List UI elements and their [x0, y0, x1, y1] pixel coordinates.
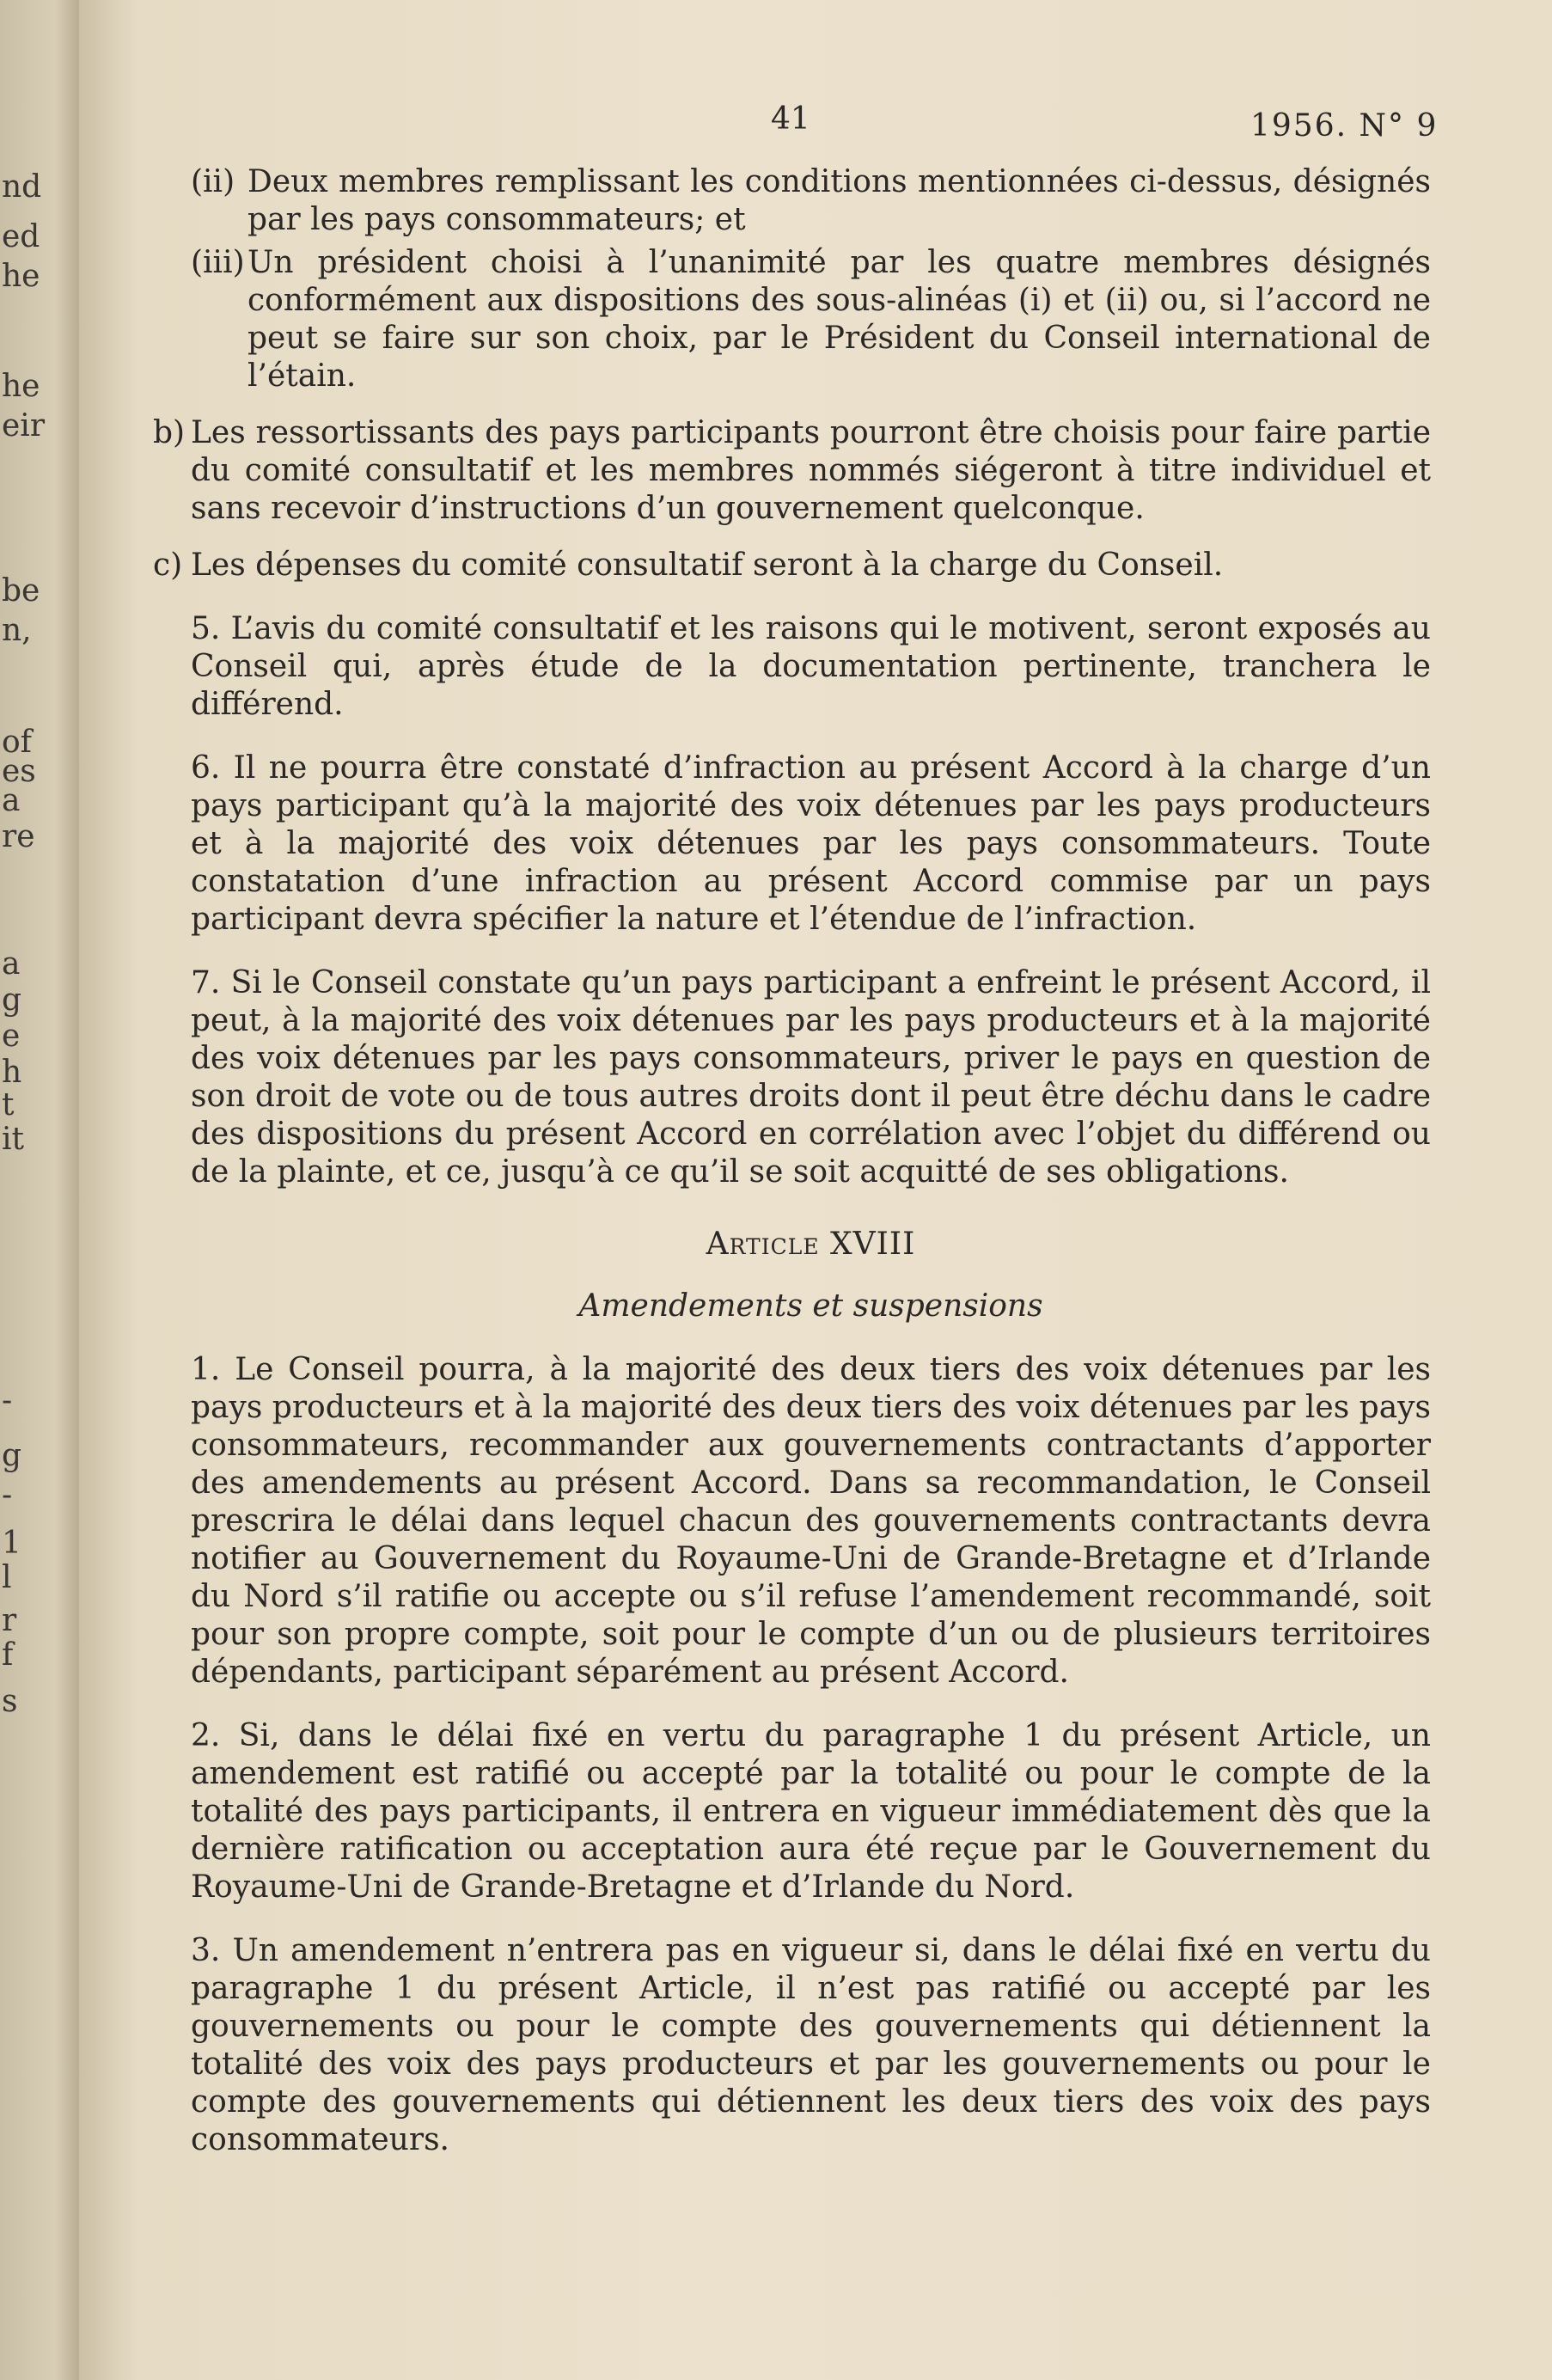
issue-label: 1956. N° 9 [1250, 108, 1439, 144]
sub-paragraph-b [153, 414, 1431, 528]
gutter-fragment: l [2, 1560, 12, 1595]
gutter-fragment: - [2, 1478, 13, 1513]
item-label: (ii) [191, 164, 235, 199]
article-heading: Article XVIII [706, 1227, 916, 1262]
gutter-fragment: re [2, 819, 35, 854]
gutter-fragment: he [2, 259, 40, 294]
gutter-fragment: a [2, 946, 21, 982]
gutter-fragment: h [2, 1055, 22, 1090]
gutter-fragment: g [2, 982, 22, 1018]
paragraph-6: 6. Il ne pourra être constaté d’infraction au présent Accord à la charge d’un pays participant qu’à la majorité des voix détenues par les pays producteurs et à la majorité des voix détenues par les pays consommateurs. Toute constatation d’une infraction au présent Accord commise par un pays participant devra spécifier la nature et l’étendue de l’infraction. [191, 750, 1431, 937]
gutter-fragment: f [2, 1637, 14, 1673]
amendment-paragraph-2: 2. Si, dans le délai fixé en vertu du paragraphe 1 du présent Article, un amendement est ratifié ou accepté par la totalité ou pour le compte de la totalité des pays participants, il entrera en vigueur immédiatement dès que la dernière ratification ou acceptation aura été reçue par le Gouvernement du Royaume-Uni de Grande-Bretagne et d’Irlande du Nord. [191, 1718, 1431, 1905]
gutter-fragment: eir [2, 408, 46, 444]
amendment-paragraph-3: 3. Un amendement n’entrera pas en vigueur si, dans le délai fixé en vertu du paragraphe 1 du présent Article, il n’est pas ratifié ou accepté par les gouvernements ou pour le compte des gouvernements qui détiennent la totalité des voix des pays producteurs et par les gouvernements ou pour le compte des gouvernements qui détiennent les deux tiers des voix des pays consommateurs. [191, 1933, 1431, 2157]
paragraph-7: 7. Si le Conseil constate qu’un pays participant a enfreint le présent Accord, il peut, à la majorité des voix détenues par les pays producteurs et à la majorité des voix détenues par les pays consommateurs, priver le pays en question de son droit de vote ou de tous autres droits dont il peut être déchu dans le cadre des dispositions du présent Accord en corrélation avec l’objet du différend ou de la plainte, et ce, jusqu’à ce qu’il se soit acquitté de ses obligations. [191, 965, 1431, 1190]
gutter-fragment: 1 [2, 1526, 21, 1561]
item-text: Un président choisi à l’unanimité par les quatre membres désignés conformément aux dispositions des sous-alinéas (i) et (ii) ou, si l’accord ne peut se faire sur son choix, par le Président du Conseil international de l’étain. [247, 245, 1431, 394]
gutter-fragment: he [2, 369, 40, 404]
item-label: (iii) [191, 245, 245, 280]
gutter-fragment: - [2, 1383, 13, 1418]
sub-paragraph-c [153, 547, 1431, 584]
gutter-fragment: it [2, 1122, 24, 1157]
gutter-fragment: e [2, 1019, 21, 1054]
gutter-fragment: be [2, 573, 40, 609]
amendment-paragraph-1: 1. Le Conseil pourra, à la majorité des deux tiers des voix détenues par les pays producteurs et à la majorité des deux tiers des voix détenues par les pays consommateurs, recommander aux gouvernements contractants d’apporter des amendements au présent Accord. Dans sa recommandation, le Conseil prescrira le délai dans lequel chacun des gouvernements contractants devra notifier au Gouvernement du Royaume-Uni de Grande-Bretagne et d’Irlande du Nord s’il ratifie ou accepte ou s’il refuse l’amendement recommandé, soit pour son propre compte, soit pour le compte d’un ou de plusieurs territoires dépendants, participant séparément au présent Accord. [191, 1352, 1431, 1690]
sub-text: Les ressortissants des pays participants pourront être choisis pour faire partie du comité consultatif et les membres nommés siégeront à titre individuel et sans recevoir d’instructions d’un gouvernement quelconque. [191, 415, 1431, 526]
sub-label: c) [153, 548, 183, 583]
gutter-fragment: a [2, 783, 21, 818]
paragraph-5: 5. L’avis du comité consultatif et les raisons qui le motivent, seront exposés au Conseil qui, après étude de la documentation pertinente, tranchera le différend. [191, 611, 1431, 722]
facing-page-gutter [0, 0, 79, 2380]
sub-text: Les dépenses du comité consultatif seront à la charge du Conseil. [191, 548, 1224, 583]
page-number: 41 [771, 101, 810, 137]
gutter-fragment: t [2, 1087, 15, 1123]
gutter-fragment: nd [2, 169, 42, 205]
sub-label: b) [153, 415, 186, 450]
gutter-fragment: r [2, 1603, 17, 1638]
list-item [191, 244, 1431, 395]
item-text: Deux membres remplissant les conditions mentionnées ci-dessus, désignés par les pays consommateurs; et [247, 164, 1431, 237]
gutter-fragment: s [2, 1684, 18, 1719]
gutter-fragment: of [2, 725, 32, 760]
gutter-fragment: n, [2, 613, 32, 648]
gutter-fragment: es [2, 754, 36, 789]
document-body [153, 163, 1431, 2159]
gutter-fragment: ed [2, 219, 40, 254]
list-item [191, 163, 1431, 239]
gutter-fragment: g [2, 1438, 22, 1473]
article-subheading: Amendements et suspensions [578, 1288, 1043, 1324]
